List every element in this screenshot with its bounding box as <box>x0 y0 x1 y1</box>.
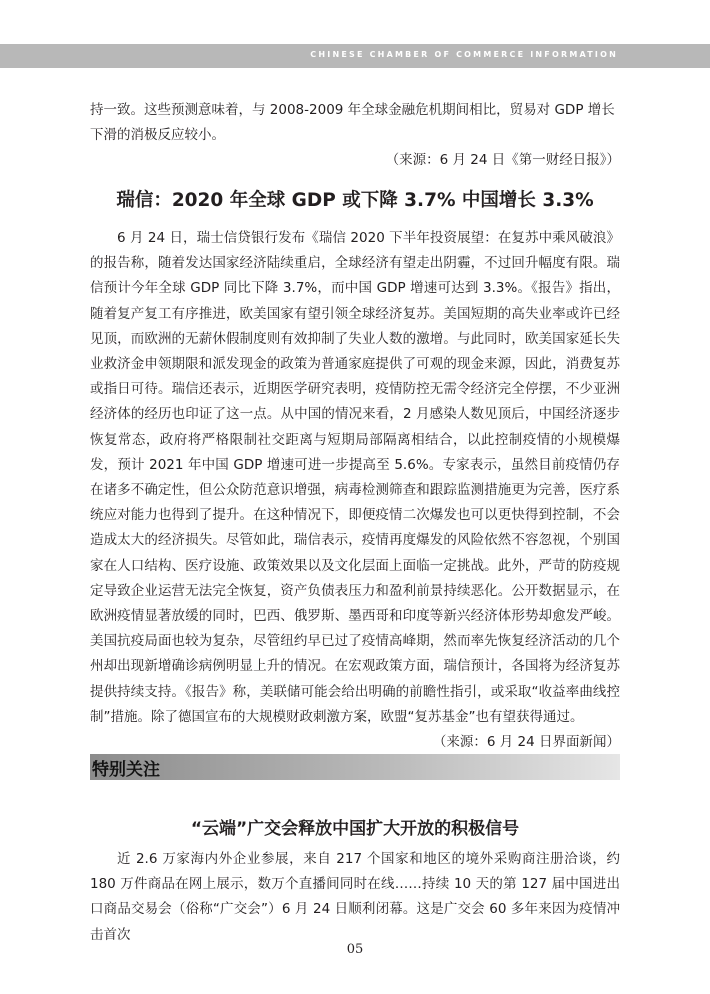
article-body-text: 6 月 24 日，瑞士信贷银行发布《瑞信 2020 下半年投资展望：在复苏中乘风破浪》的报告称，随着发达国家经济陆续重启，全球经济有望走出阴霾，不过回升幅度有限。瑞信预计今年全球 GDP 同比下降 3.7%，而中国 GDP 增速可达到 3.3%。《报告》指出，随着复产复工有序推进，欧美国家有望引领全球经济复苏。美国短期的高失业率或许已经见顶，而欧洲的无薪休假制度则有效抑制了失业人数的激增。与此同时，欧美国家延长失业救济金申领期限和派发现金的政策为普通家庭提供了可观的现金来源，因此，消费复苏或指日可待。瑞信还表示，近期医学研究表明，疫情防控无需令经济完全停摆，不少亚洲经济体的经历也印证了这一点。从中国的情况来看，2 月感染人数见顶后，中国经济逐步恢复常态，政府将严格限制社交距离与短期局部隔离相结合，以此控制疫情的小规模爆发，预计 2021 年中国 GDP 增速可进一步提高至 5.6%。专家表示，虽然目前疫情仍存在诸多不确定性，但公众防范意识增强，病毒检测筛查和跟踪监测措施更为完善，医疗系统应对能力也得到了提升。在这种情况下，即便疫情二次爆发也可以更快得到控制，不会造成太大的经济损失。尽管如此，瑞信表示，疫情再度爆发的风险依然不容忽视，个别国家在人口结构、医疗设施、政策效果以及文化层面上面临一定挑战。此外，严苛的防疫规定导致企业运营无法完全恢复，资产负债表压力和盈利前景持续恶化。公开数据显示，在欧洲疫情显著放缓的同时，巴西、俄罗斯、墨西哥和印度等新兴经济体形势却愈发严峻。美国抗疫局面也较为复杂，尽管纽约早已过了疫情高峰期，然而率先恢复经济活动的几个州却出现新增确诊病例明显上升的情况。在宏观政策方面，瑞信预计，各国将为经济复苏提供持续支持。《报告》称，美联储可能会给出明确的前瞻性指引，或采取“收益率曲线控制”措施。除了德国宣布的大规模财政刺激方案，欧盟“复苏基金”也有望获得通过。 <box>90 230 620 725</box>
page-number: 05 <box>346 942 364 957</box>
source-citation: （来源：6 月 24 日界面新闻） <box>432 734 620 751</box>
publication-header: CHINESE CHAMBER OF COMMERCE INFORMATION <box>310 50 618 59</box>
paragraph-text: 持一致。这些预测意味着，与 2008-2009 年全球金融危机期间相比，贸易对 GDP 增长下滑的消极反应较小。 <box>90 102 615 144</box>
section-header-band <box>90 754 620 780</box>
article-title: 瑞信：2020 年全球 GDP 或下降 3.7% 中国增长 3.3% <box>116 190 594 211</box>
article-title: “云端”广交会释放中国扩大开放的积极信号 <box>190 819 520 839</box>
paragraph-continued <box>90 98 620 174</box>
source-citation: （来源：6 月 24 日《第一财经日报》） <box>385 152 620 169</box>
article-body <box>90 226 620 755</box>
section-title: 特别关注 <box>92 760 160 780</box>
article-body <box>90 847 620 948</box>
article-body-text: 近 2.6 万家海内外企业参展，来自 217 个国家和地区的境外采购商注册洽谈，约 180 万件商品在网上展示，数万个直播间同时在线……持续 10 天的第 127 届中国进出口商品交易会（俗称“广交会”）6 月 24 日顺利闭幕。这是广交会 60 多年来因为疫情冲击首次 <box>90 851 620 943</box>
